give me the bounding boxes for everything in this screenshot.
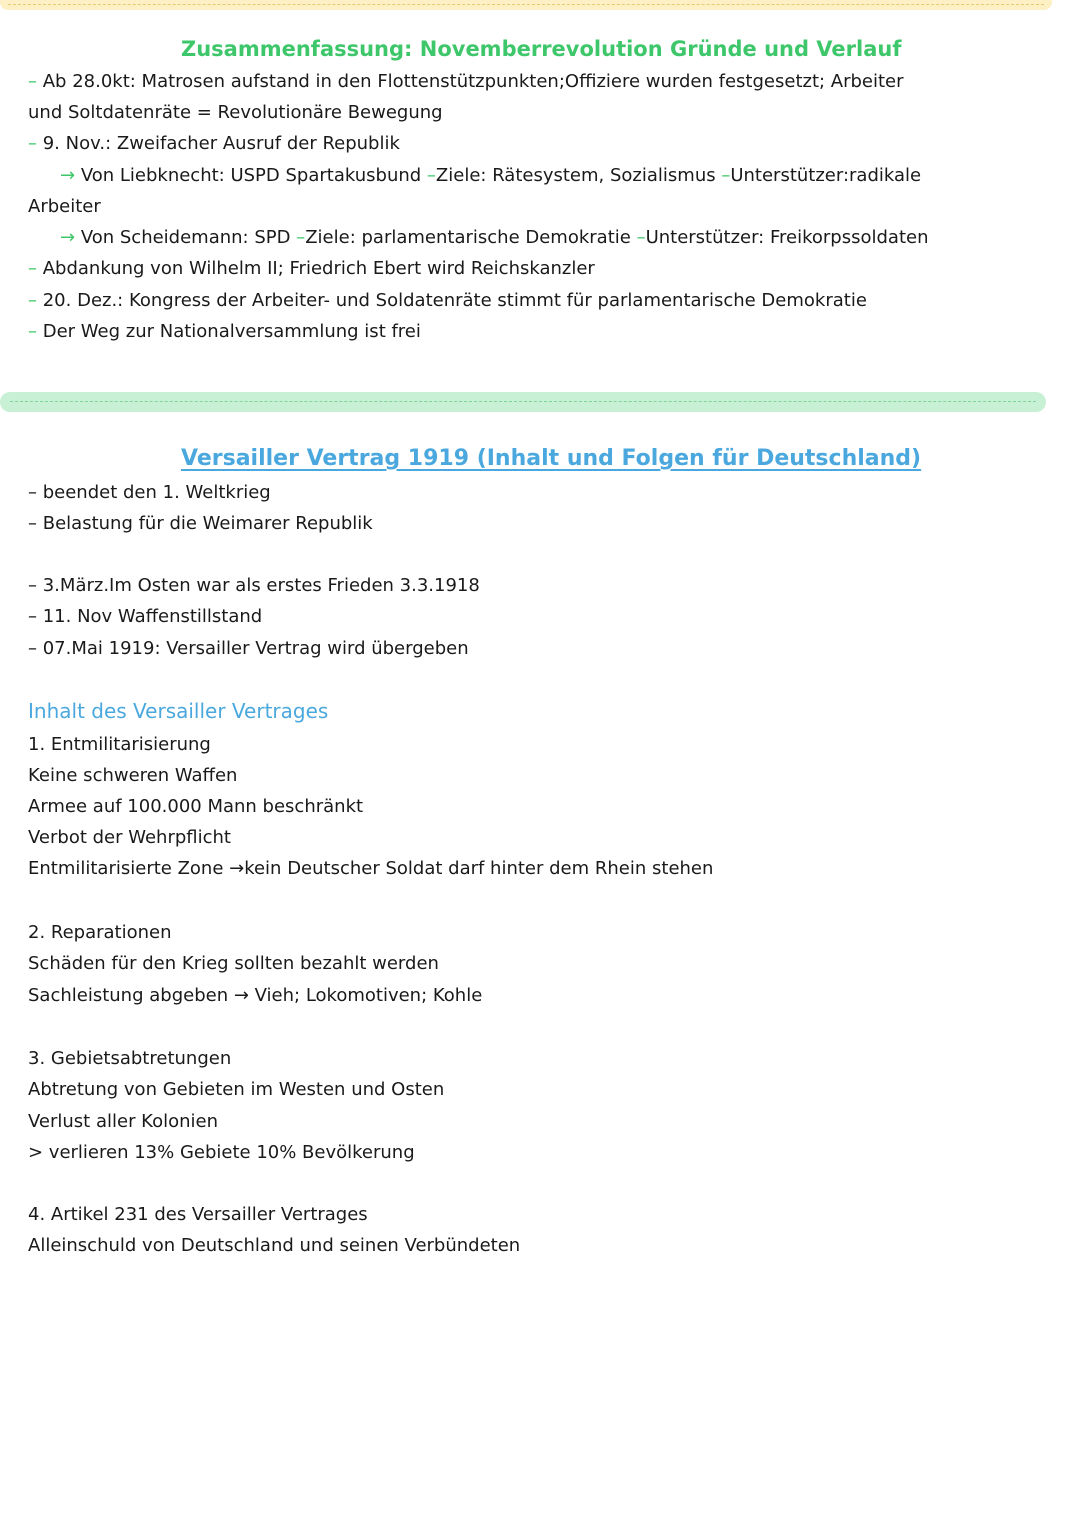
reparationen-heading: 2. Reparationen	[28, 922, 172, 943]
top-band-dash	[8, 4, 1044, 5]
reparationen-line-2: Sachleistung abgeben → Vieh; Lokomotiven; Kohle	[28, 985, 483, 1006]
dash-bullet: –	[28, 638, 43, 659]
gebiete-line-2: Verlust aller Kolonien	[28, 1111, 219, 1132]
section2-title: Versailler Vertrag 1919 (Inhalt und Folgen für Deutschland)	[181, 446, 922, 471]
s1-scheidemann-unterstuetzer: Unterstützer: Freikorpssoldaten	[645, 227, 929, 248]
reparationen-line-1: Schäden für den Krieg sollten bezahlt werden	[28, 953, 439, 974]
artikel-line-1: Alleinschuld von Deutschland und seinen Verbündeten	[28, 1235, 521, 1256]
entmilitarisierung-heading: 1. Entmilitarisierung	[28, 734, 211, 755]
s1-line-3	[28, 132, 400, 156]
s2-timeline-2	[28, 605, 262, 629]
s2-timeline-3-text: 07.Mai 1919: Versailler Vertrag wird übergeben	[42, 638, 469, 659]
entmilitarisierung-line-2: Armee auf 100.000 Mann beschränkt	[28, 796, 364, 817]
artikel-heading: 4. Artikel 231 des Versailler Vertrages	[28, 1204, 368, 1225]
section-divider	[0, 392, 1046, 412]
divider-dash	[10, 401, 1036, 402]
s2-timeline-3	[28, 637, 469, 661]
s1-line-9-text: Der Weg zur Nationalversammlung ist frei	[42, 321, 421, 342]
s1-line-1	[28, 70, 904, 94]
s2-intro-2-text: Belastung für die Weimarer Republik	[42, 513, 373, 534]
s1-line-9	[28, 320, 421, 344]
dash-sep: –	[636, 227, 646, 248]
entmilitarisierung-line-3: Verbot der Wehrpflicht	[28, 827, 231, 848]
gebiete-line-3: > verlieren 13% Gebiete 10% Bevölkerung	[28, 1142, 415, 1163]
dash-sep: –	[721, 165, 731, 186]
s1-line-4	[60, 164, 921, 188]
arrow-icon: →	[60, 227, 81, 248]
s1-line-8-text: 20. Dez.: Kongress der Arbeiter- und Soldatenräte stimmt für parlamentarische Demokratie	[42, 290, 867, 311]
s1-line-7	[28, 257, 595, 281]
s1-line-5: Arbeiter	[28, 196, 101, 217]
dash-bullet: –	[28, 606, 43, 627]
s1-liebknecht: Von Liebknecht: USPD Spartakusbund	[80, 165, 422, 186]
s2-intro-1-text: beendet den 1. Weltkrieg	[42, 482, 271, 503]
dash-bullet: –	[28, 321, 43, 342]
s1-scheidemann-ziele: Ziele: parlamentarische Demokratie	[305, 227, 631, 248]
dash-bullet: –	[28, 133, 43, 154]
s2-timeline-2-text: 11. Nov Waffenstillstand	[42, 606, 263, 627]
dash-bullet: –	[28, 290, 43, 311]
dash-bullet: –	[28, 575, 43, 596]
s2-timeline-1	[28, 574, 480, 598]
s1-liebknecht-unterstuetzer: Unterstützer:radikale	[730, 165, 922, 186]
s1-liebknecht-ziele: Ziele: Rätesystem, Sozialismus	[435, 165, 716, 186]
entmilitarisierung-line-4: Entmilitarisierte Zone →kein Deutscher Soldat darf hinter dem Rhein stehen	[28, 858, 714, 879]
s1-line-2: und Soltdatenräte = Revolutionäre Bewegung	[28, 102, 443, 123]
s2-intro-1	[28, 481, 271, 505]
dash-bullet: –	[28, 71, 43, 92]
s1-line-6	[60, 226, 928, 250]
dash-bullet: –	[28, 258, 43, 279]
s1-line-3-text: 9. Nov.: Zweifacher Ausruf der Republik	[42, 133, 400, 154]
gebiete-line-1: Abtretung von Gebieten im Westen und Osten	[28, 1079, 445, 1100]
s1-line-7-text: Abdankung von Wilhelm II; Friedrich Ebert wird Reichskanzler	[42, 258, 595, 279]
dash-bullet: –	[28, 513, 43, 534]
content-heading: Inhalt des Versailler Vertrages	[28, 699, 329, 723]
dash-sep: –	[426, 165, 436, 186]
top-decorative-band	[0, 0, 1052, 10]
s2-timeline-1-text: 3.März.Im Osten war als erstes Frieden 3.3.1918	[42, 575, 480, 596]
section1-title: Zusammenfassung: Novemberrevolution Gründe und Verlauf	[181, 37, 902, 61]
gebiete-heading: 3. Gebietsabtretungen	[28, 1048, 232, 1069]
arrow-icon: →	[60, 165, 81, 186]
dash-sep: –	[296, 227, 306, 248]
s1-line-1-text: Ab 28.0kt: Matrosen aufstand in den Flottenstützpunkten;Offiziere wurden festgesetzt; Arbeiter	[42, 71, 904, 92]
s2-intro-2	[28, 512, 373, 536]
entmilitarisierung-line-1: Keine schweren Waffen	[28, 765, 238, 786]
s1-line-8	[28, 289, 867, 313]
s1-scheidemann: Von Scheidemann: SPD	[80, 227, 291, 248]
dash-bullet: –	[28, 482, 43, 503]
